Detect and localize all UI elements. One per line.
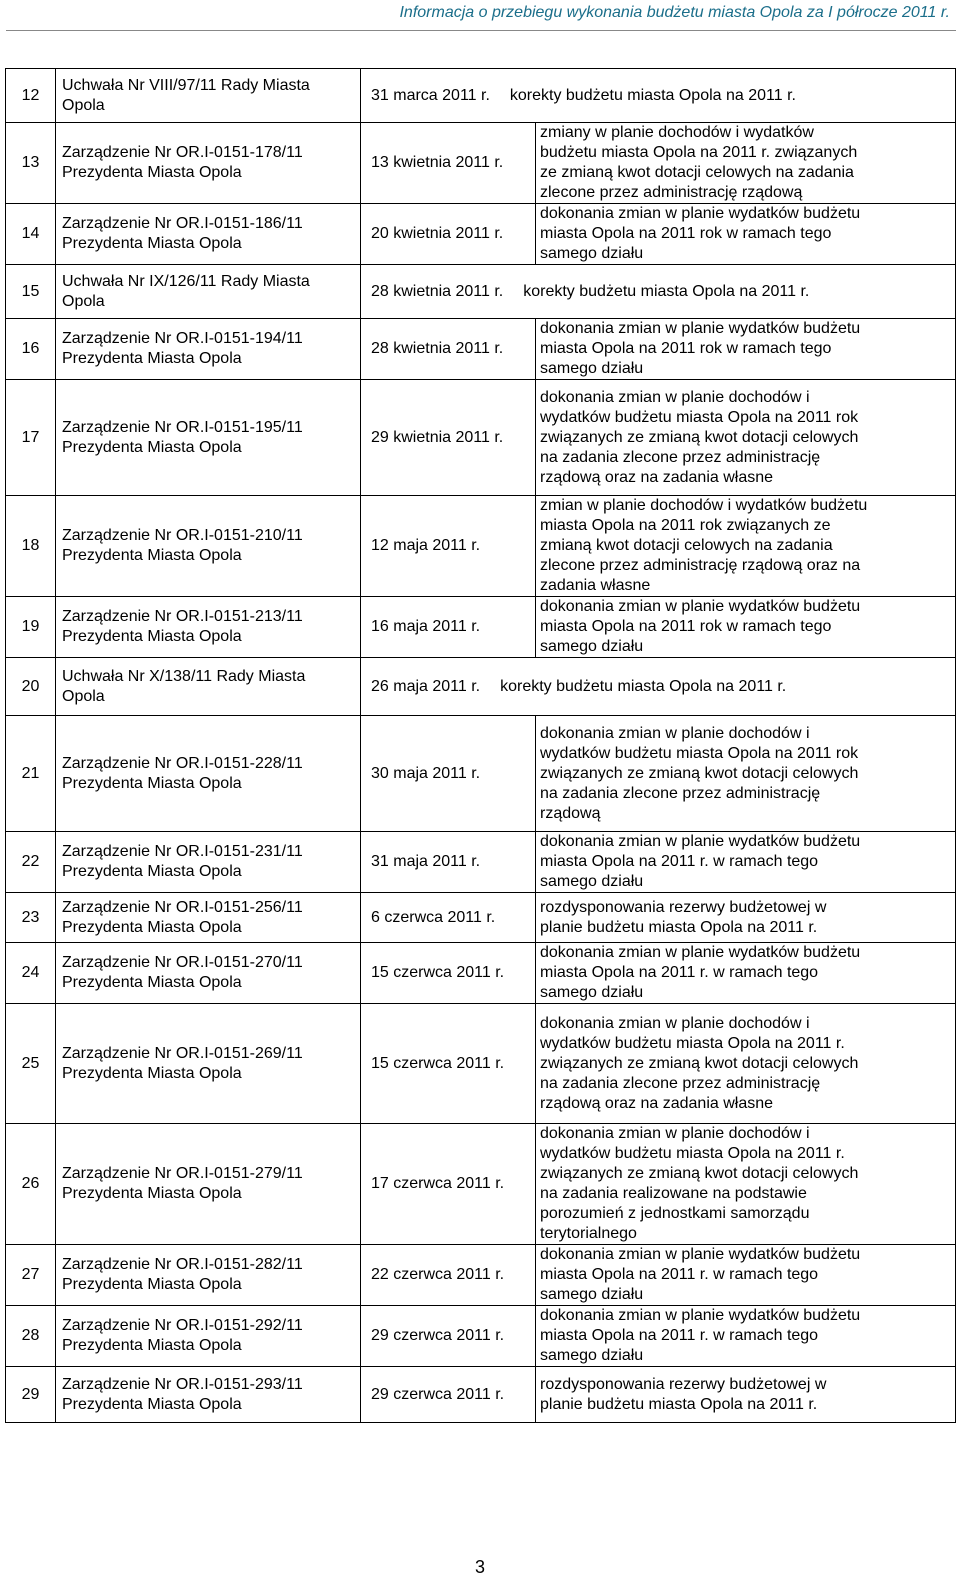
description-line: na zadania zlecone przez administrację [540, 1074, 821, 1092]
date: 30 maja 2011 r. [361, 716, 536, 832]
description-line: miasta Opola na 2011 r. w ramach tego [540, 1327, 819, 1344]
table-row [6, 1004, 956, 1124]
description [536, 204, 956, 265]
date: 6 czerwca 2011 r. [361, 893, 536, 943]
document-title-line: Prezydenta Miasta Opola [62, 235, 242, 252]
description-line: samego działu [540, 873, 644, 890]
row-number: 15 [6, 265, 56, 319]
description-line: samego działu [540, 360, 644, 377]
document-title-line: Prezydenta Miasta Opola [62, 164, 242, 181]
description-line: wydatków budżetu miasta Opola na 2011 r. [540, 1145, 845, 1162]
description: korekty budżetu miasta Opola na 2011 r. [523, 282, 810, 300]
description-line: na zadania zlecone przez administrację [540, 784, 821, 802]
description-line: dokonania zmian w planie wydatków budżetu [540, 944, 861, 961]
row-number: 20 [6, 658, 56, 716]
date: 17 czerwca 2011 r. [361, 1124, 536, 1245]
document-title [56, 1245, 361, 1306]
table-body [6, 69, 956, 1423]
description-line: porozumień z jednostkami samorządu [540, 1205, 810, 1222]
description-line: rozdysponowania rezerwy budżetowej w [540, 1375, 827, 1393]
date-and-description [361, 658, 956, 716]
document-title [56, 716, 361, 832]
description-line: miasta Opola na 2011 rok w ramach tego [540, 340, 832, 357]
document-title-line: Prezydenta Miasta Opola [62, 774, 242, 792]
description-line: dokonania zmian w planie wydatków budżetu [540, 205, 861, 222]
document-title [56, 1124, 361, 1245]
description [536, 832, 956, 893]
description-line: dokonania zmian w planie dochodów i [540, 388, 810, 406]
description-line: dokonania zmian w planie wydatków budżetu [540, 320, 861, 337]
description-line: planie budżetu miasta Opola na 2011 r. [540, 1395, 818, 1413]
description [536, 1367, 956, 1423]
date: 28 kwietnia 2011 r. [371, 282, 504, 300]
document-title [56, 893, 361, 943]
document-title [56, 204, 361, 265]
description-line: miasta Opola na 2011 rok związanych ze [540, 517, 831, 534]
description-line: samego działu [540, 984, 644, 1001]
row-number: 28 [6, 1306, 56, 1367]
row-number: 23 [6, 893, 56, 943]
table-row [6, 658, 956, 716]
row-number: 14 [6, 204, 56, 265]
row-number: 21 [6, 716, 56, 832]
row-number: 18 [6, 496, 56, 597]
row-number: 25 [6, 1004, 56, 1124]
document-title-line: Zarządzenie Nr OR.I-0151-210/11 [62, 527, 303, 544]
description-line: zlecone przez administrację rządową oraz na [540, 557, 861, 574]
description [536, 380, 956, 496]
description-line: rozdysponowania rezerwy budżetowej w [540, 898, 827, 916]
date: 31 maja 2011 r. [361, 832, 536, 893]
table-row [6, 123, 956, 204]
table-row [6, 893, 956, 943]
document-title-line: Zarządzenie Nr OR.I-0151-282/11 [62, 1256, 303, 1273]
date: 29 czerwca 2011 r. [361, 1367, 536, 1423]
document-title-line: Prezydenta Miasta Opola [62, 1064, 242, 1082]
date: 22 czerwca 2011 r. [361, 1245, 536, 1306]
description-line: dokonania zmian w planie wydatków budżetu [540, 833, 861, 850]
document-title-line: Zarządzenie Nr OR.I-0151-292/11 [62, 1317, 303, 1334]
description-line: dokonania zmian w planie wydatków budżetu [540, 598, 861, 615]
description-line: rządową oraz na zadania własne [540, 1094, 774, 1112]
document-title-line: Opola [62, 292, 105, 310]
document-title-line: Prezydenta Miasta Opola [62, 547, 242, 564]
document-title-line: Prezydenta Miasta Opola [62, 1337, 242, 1354]
row-number: 24 [6, 943, 56, 1004]
description-line: dokonania zmian w planie dochodów i [540, 724, 810, 742]
document-title-line: Uchwała Nr X/138/11 Rady Miasta [62, 667, 306, 685]
document-title-line: Zarządzenie Nr OR.I-0151-270/11 [62, 954, 303, 971]
description [536, 1245, 956, 1306]
date: 16 maja 2011 r. [361, 597, 536, 658]
row-number: 17 [6, 380, 56, 496]
document-title [56, 1306, 361, 1367]
document-title [56, 658, 361, 716]
document-title [56, 123, 361, 204]
document-title-line: Prezydenta Miasta Opola [62, 974, 242, 991]
date: 13 kwietnia 2011 r. [361, 123, 536, 204]
description-line: zlecone przez administrację rządową [540, 184, 803, 201]
description-line: dokonania zmian w planie wydatków budżetu [540, 1307, 861, 1324]
document-title-line: Zarządzenie Nr OR.I-0151-195/11 [62, 418, 303, 436]
date: 29 kwietnia 2011 r. [361, 380, 536, 496]
description: korekty budżetu miasta Opola na 2011 r. [509, 86, 796, 104]
table-row [6, 832, 956, 893]
row-number: 16 [6, 319, 56, 380]
description-line: dokonania zmian w planie wydatków budżetu [540, 1246, 861, 1263]
document-title-line: Zarządzenie Nr OR.I-0151-194/11 [62, 330, 303, 347]
description-line: rządową oraz na zadania własne [540, 468, 774, 486]
description-line: dokonania zmian w planie dochodów i [540, 1125, 810, 1142]
date: 26 maja 2011 r. [371, 677, 481, 695]
description-line: związanych ze zmianą kwot dotacji celowych [540, 764, 859, 782]
document-title-line: Zarządzenie Nr OR.I-0151-178/11 [62, 144, 303, 161]
document-title [56, 69, 361, 123]
table-row [6, 380, 956, 496]
document-title-line: Opola [62, 687, 105, 705]
description [536, 716, 956, 832]
date: 15 czerwca 2011 r. [361, 943, 536, 1004]
description [536, 319, 956, 380]
row-number: 12 [6, 69, 56, 123]
page-number: 3 [474, 1557, 485, 1577]
table-row [6, 1306, 956, 1367]
document-title [56, 832, 361, 893]
date: 12 maja 2011 r. [361, 496, 536, 597]
description [536, 123, 956, 204]
description-line: zadania własne [540, 577, 651, 594]
description-line: związanych ze zmianą kwot dotacji celowych [540, 1054, 859, 1072]
description [536, 1004, 956, 1124]
date: 28 kwietnia 2011 r. [361, 319, 536, 380]
date: 20 kwietnia 2011 r. [361, 204, 536, 265]
date: 29 czerwca 2011 r. [361, 1306, 536, 1367]
document-title-line: Zarządzenie Nr OR.I-0151-269/11 [62, 1044, 303, 1062]
document-title-line: Uchwała Nr IX/126/11 Rady Miasta [62, 272, 310, 290]
row-number: 13 [6, 123, 56, 204]
document-title [56, 380, 361, 496]
table-row [6, 597, 956, 658]
table-row [6, 943, 956, 1004]
description-line: planie budżetu miasta Opola na 2011 r. [540, 918, 818, 936]
document-title-line: Prezydenta Miasta Opola [62, 1185, 242, 1202]
table-row [6, 1245, 956, 1306]
row-number: 27 [6, 1245, 56, 1306]
description-line: miasta Opola na 2011 r. w ramach tego [540, 853, 819, 870]
date-and-description [361, 69, 956, 123]
description-line: samego działu [540, 245, 644, 262]
description [536, 597, 956, 658]
description-line: dokonania zmian w planie dochodów i [540, 1014, 810, 1032]
date: 15 czerwca 2011 r. [361, 1004, 536, 1124]
document-title-line: Prezydenta Miasta Opola [62, 863, 242, 880]
description-line: zmianą kwot dotacji celowych na zadania [540, 537, 833, 554]
description-line: na zadania realizowane na podstawie [540, 1185, 807, 1202]
table-row [6, 319, 956, 380]
document-title-line: Zarządzenie Nr OR.I-0151-228/11 [62, 754, 303, 772]
row-number: 26 [6, 1124, 56, 1245]
document-title-line: Prezydenta Miasta Opola [62, 1395, 242, 1413]
document-title-line: Zarządzenie Nr OR.I-0151-279/11 [62, 1165, 303, 1182]
description-line: miasta Opola na 2011 rok w ramach tego [540, 618, 832, 635]
document-title [56, 1367, 361, 1423]
document-title-line: Zarządzenie Nr OR.I-0151-293/11 [62, 1375, 303, 1393]
description-line: związanych ze zmianą kwot dotacji celowych [540, 428, 859, 446]
table-row [6, 496, 956, 597]
description-line: miasta Opola na 2011 rok w ramach tego [540, 225, 832, 242]
table-row [6, 1124, 956, 1245]
description-line: na zadania zlecone przez administrację [540, 448, 821, 466]
description-line: zmiany w planie dochodów i wydatków [540, 124, 814, 141]
date: 31 marca 2011 r. [371, 86, 490, 104]
row-number: 29 [6, 1367, 56, 1423]
header-rule [6, 30, 956, 31]
document-title [56, 597, 361, 658]
description-line: samego działu [540, 638, 644, 655]
document-title-line: Prezydenta Miasta Opola [62, 438, 242, 456]
running-header: Informacja o przebiegu wykonania budżetu miasta Opola za I półrocze 2011 r. [399, 4, 950, 21]
description-line: samego działu [540, 1347, 644, 1364]
table-row [6, 1367, 956, 1423]
document-title-line: Zarządzenie Nr OR.I-0151-231/11 [62, 843, 303, 860]
description-line: wydatków budżetu miasta Opola na 2011 r. [540, 1034, 845, 1052]
document-title-line: Opola [62, 96, 105, 114]
document-title-line: Prezydenta Miasta Opola [62, 918, 242, 936]
document-title-line: Uchwała Nr VIII/97/11 Rady Miasta [62, 76, 310, 94]
description: korekty budżetu miasta Opola na 2011 r. [500, 677, 787, 695]
document-title-line: Zarządzenie Nr OR.I-0151-256/11 [62, 898, 303, 916]
document-title-line: Zarządzenie Nr OR.I-0151-213/11 [62, 608, 303, 625]
description [536, 496, 956, 597]
document-title-line: Prezydenta Miasta Opola [62, 628, 242, 645]
description-line: budżetu miasta Opola na 2011 r. związanych [540, 144, 858, 161]
table-row [6, 265, 956, 319]
description-line: miasta Opola na 2011 r. w ramach tego [540, 1266, 819, 1283]
description-line: wydatków budżetu miasta Opola na 2011 rok [540, 744, 859, 762]
document-title [56, 496, 361, 597]
table-row [6, 716, 956, 832]
description-line: miasta Opola na 2011 r. w ramach tego [540, 964, 819, 981]
description-line: rządową [540, 804, 601, 822]
row-number: 22 [6, 832, 56, 893]
document-title [56, 943, 361, 1004]
description-line: zmian w planie dochodów i wydatków budżetu [540, 497, 868, 514]
description-line: terytorialnego [540, 1225, 637, 1242]
document-title-line: Zarządzenie Nr OR.I-0151-186/11 [62, 215, 303, 232]
description [536, 943, 956, 1004]
description-line: samego działu [540, 1286, 644, 1303]
document-title-line: Prezydenta Miasta Opola [62, 1276, 242, 1293]
description-line: wydatków budżetu miasta Opola na 2011 rok [540, 408, 859, 426]
description [536, 893, 956, 943]
table-row [6, 204, 956, 265]
description [536, 1124, 956, 1245]
document-title [56, 1004, 361, 1124]
document-title-line: Prezydenta Miasta Opola [62, 350, 242, 367]
description-line: ze zmianą kwot dotacji celowych na zadania [540, 164, 854, 181]
description-line: związanych ze zmianą kwot dotacji celowych [540, 1165, 859, 1182]
document-title [56, 265, 361, 319]
document-title [56, 319, 361, 380]
row-number: 19 [6, 597, 56, 658]
date-and-description [361, 265, 956, 319]
resolutions-table [5, 68, 956, 1423]
table-row [6, 69, 956, 123]
description [536, 1306, 956, 1367]
